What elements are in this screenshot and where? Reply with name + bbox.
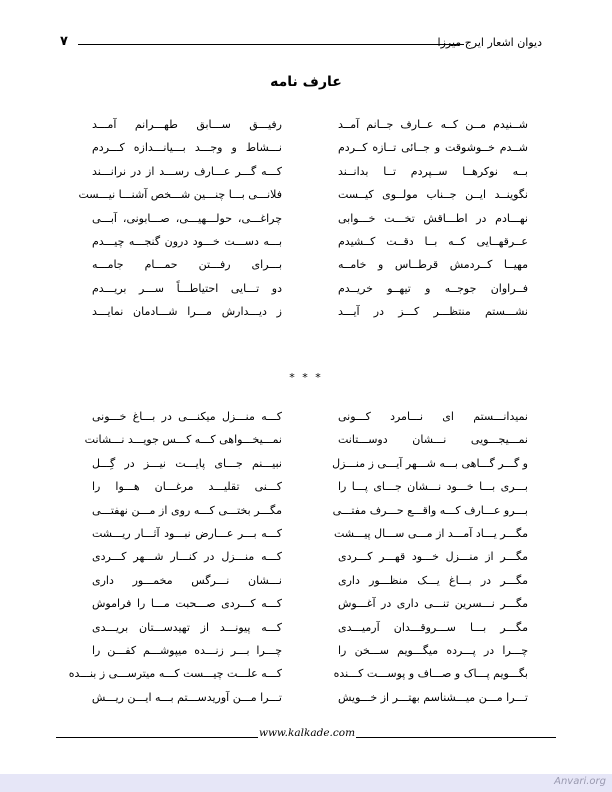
- verse-line: نهـــادم در اطـــاقش تخـــت خـــوابی: [338, 211, 528, 225]
- verse-line: چراغـــی، حولـــهیـــی، صـــابونی، آبـــی: [92, 211, 282, 225]
- section1-left-column: [78, 113, 282, 324]
- verse-line: نـــشان نـــرگس مخمـــور داری: [92, 573, 282, 587]
- verse-line: چـــرا بـــر زنـــده میپوشـــم کفـــن را: [92, 643, 282, 657]
- verse-line: مگـــر نـــسرین تنـــی داری در آغـــوش: [338, 597, 528, 611]
- watermark-text: Anvari.org: [554, 776, 606, 787]
- verse-line: نمـــیخـــواهی کـــه کـــس جویـــد نـــشانت: [84, 433, 282, 447]
- verse-line: نمـــیجـــویی نـــشان دوســـتانت: [338, 433, 528, 447]
- verse-line: بـــرو عـــارف کـــه واقـــع حـــرف مفتـــی: [332, 503, 528, 517]
- bottom-strip: [0, 774, 612, 792]
- section-separator: * * *: [289, 371, 323, 384]
- verse-line: رفیـــق ســـابق طهـــرانم آمـــد: [92, 118, 282, 131]
- section2-left-column: [68, 405, 282, 709]
- verse-line: نشـــستم منتظـــر کـــز در آیـــد: [338, 305, 528, 319]
- verse-line: مهیــا کــردمش قرطــاس و خامــه: [338, 258, 528, 272]
- verse-line: کـــه کـــردی صـــحبت مـــا را فراموش: [92, 597, 282, 611]
- page-number: ۷: [60, 34, 68, 49]
- poem-title: عارف نامه: [270, 74, 342, 90]
- verse-line: مگـــر بختـــی کـــه روی از مـــن نهفتـــی: [92, 503, 282, 517]
- verse-line: تـــرا مـــن میـــشناسم بهتـــر از خـــویش: [338, 690, 528, 704]
- verse-line: عــرقهــایی کــه بــا دقــت کــشیدم: [338, 234, 528, 248]
- verse-line: کـــه پیونـــد از تهیدســـتان بریـــدی: [92, 620, 282, 634]
- verse-line: کـــه بـــر عـــارض نبـــود آثـــار ریـــشت: [92, 526, 282, 540]
- verse-line: بــه نوکرهــا ســپردم تــا بدانــند: [338, 164, 528, 178]
- verse-line: کـــه منـــزل میکنـــی در بـــاغ خـــونی: [92, 410, 282, 423]
- verse-line: فلانـــی بـــا چنـــین شـــخص آشنـــا نیـــست: [78, 188, 282, 202]
- verse-line: ز دیـــدارش مـــرا شـــادمان نمایـــد: [92, 305, 282, 319]
- verse-line: مگـــر یـــاد آمـــد از مـــی ســـال پیـــشت: [333, 526, 528, 540]
- verse-line: کـــه علـــت چیـــست کـــه میترســـی ز بنـــده: [68, 667, 282, 681]
- verse-line: مگـــر بـــا ســـروقـــدان آرمیـــدی: [338, 620, 528, 634]
- footer-url-link[interactable]: www.kalkade.com: [258, 727, 356, 739]
- verse-line: چـــرا در پـــرده میگـــویم ســـخن را: [338, 643, 528, 657]
- header-rule: [78, 44, 464, 45]
- verse-line: مگـــر در بـــاغ یـــک منظـــور داری: [338, 573, 528, 587]
- verse-line: تـــرا مـــن آوریدســـتم بـــه ایـــن ریـــش: [91, 690, 282, 704]
- verse-line: بـــرای رفـــتن حمـــام جامـــه: [92, 258, 282, 272]
- verse-line: فــراوان جوجــه و تیهــو خریــدم: [338, 281, 528, 295]
- footer-rule-left: [56, 737, 258, 738]
- verse-line: نبیـــنم جـــای پایـــت نیـــز در گِـــل: [92, 456, 282, 470]
- verse-line: نمیدانـــستم ای نـــامرد کـــونی: [338, 410, 528, 423]
- footer-rule-right: [356, 737, 556, 738]
- verse-line: بگـــویم پـــاک و صـــاف و پوســـت کـــنده: [333, 667, 528, 681]
- running-header-title: دیوان اشعار ایرج میرزا: [437, 36, 542, 49]
- verse-line: مگـــر از منـــزل خـــود قهـــر کـــردی: [338, 550, 528, 564]
- verse-line: کـــه منـــزل در کنـــار شـــهر کـــردی: [92, 550, 282, 564]
- verse-line: کـــنی تقلیـــد مرغـــان هـــوا را: [92, 480, 282, 494]
- verse-line: بـــه دســـت خـــود درون گنجـــه چیـــدم: [92, 234, 282, 248]
- verse-line: کـــه گـــر عـــارف رســـد از در نرانـــند: [92, 164, 282, 178]
- section2-right-column: [332, 405, 528, 709]
- verse-line: و گـــر گـــاهی بـــه شـــهر آیـــی ز منـــزل: [332, 456, 528, 470]
- verse-line: نـــشاط و وجـــد بـــیانـــدازه کـــردم: [92, 141, 282, 155]
- section1-right-column: [338, 113, 528, 324]
- verse-line: دو تـــایی احتیاطـــاً ســـر بریـــدم: [92, 281, 282, 295]
- verse-line: شــدم خــوشوقت و جــائی تــازه کــردم: [338, 141, 528, 155]
- verse-line: نگوینــد ایــن جــناب مولــوی کیــست: [338, 188, 528, 202]
- verse-line: شــنیدم مــن کــه عــارف جــانم آمــد: [338, 118, 528, 131]
- verse-line: بـــری بـــا خـــود نـــشان جـــای پـــا را: [338, 480, 528, 494]
